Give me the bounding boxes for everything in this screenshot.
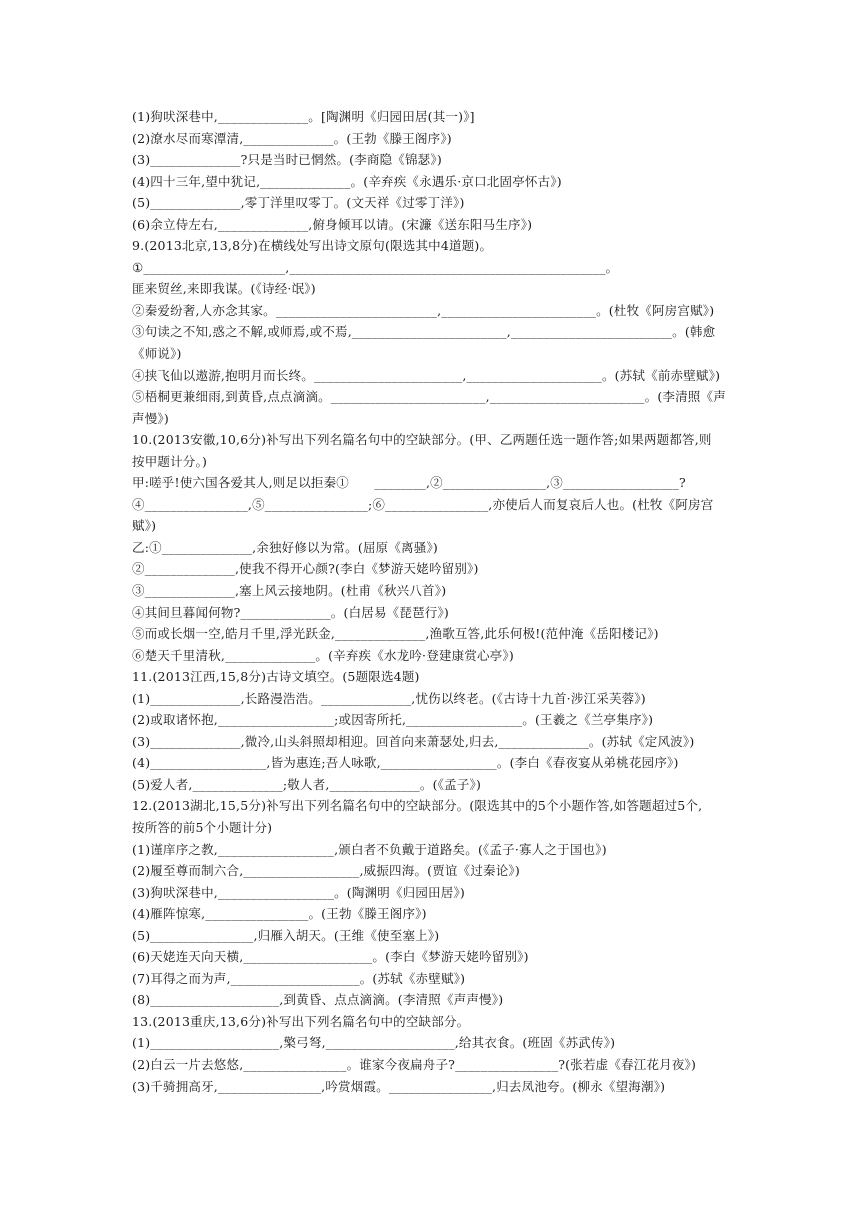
text-line: (3)狗吠深巷中,__________________。(陶渊明《归园田居》) bbox=[132, 885, 465, 900]
text-line: 《师说》) bbox=[132, 346, 182, 361]
text-line: 匪来贸丝,来即我谋。(《诗经·氓》) bbox=[132, 281, 316, 296]
text-line: 甲:嗟乎!使六国各爱其人,则足以拒秦① ________,②________________,③__________________? bbox=[132, 475, 686, 490]
text-line: 按甲题计分。) bbox=[132, 454, 208, 469]
question-heading: 9.(2013北京,13,8分)在横线处写出诗文原句(限选其中4道题)。 bbox=[132, 238, 493, 253]
question-heading: 12.(2013湖北,15,5分)补写出下列名篇名句中的空缺部分。(限选其中的5个小题作答,如答题超过5个, bbox=[132, 798, 703, 813]
text-line: ④其间旦暮闻何物?______________。(白居易《琵琶行》) bbox=[132, 605, 450, 620]
text-line: (4)雁阵惊寒,________________。(王勃《滕王阁序》) bbox=[132, 906, 427, 921]
text-line: (1)谨庠序之教,__________________,颁白者不负戴于道路矣。(《孟子·寡人之于国也》) bbox=[132, 842, 607, 857]
text-line: (1)狗吠深巷中,______________。[陶渊明《归园田居(其一)》] bbox=[132, 109, 475, 124]
text-line: ④挟飞仙以遨游,抱明月而长终。_______________________,_____________________。(苏轼《前赤壁赋》) bbox=[132, 368, 721, 383]
text-line: (7)耳得之而为声,____________________。(苏轼《赤壁赋》) bbox=[132, 971, 466, 986]
text-line: ③______________,塞上风云接地阴。(杜甫《秋兴八首》) bbox=[132, 583, 447, 598]
text-line: ③句读之不知,惑之不解,或师焉,或不焉,________________________,_________________________。(韩愈 bbox=[132, 324, 716, 339]
text-line: (2)白云一片去悠悠,________________。谁家今夜扁舟子?________________?(张若虚《春江花月夜》) bbox=[132, 1057, 697, 1072]
text-line: (2)履至尊而制六合,__________________,威振四海。(贾谊《过秦论》) bbox=[132, 863, 520, 878]
text-line: (5)爱人者,______________;敬人者,______________。(《孟子》) bbox=[132, 777, 482, 792]
question-heading: 10.(2013安徽,10,6分)补写出下列名篇名句中的空缺部分。(甲、乙两题任选一题作答;如果两题都答,则 bbox=[132, 432, 712, 447]
text-line: (5)________________,归雁入胡天。(王维《使至塞上》) bbox=[132, 928, 440, 943]
text-line: (1)____________________,檠弓弩,____________________,给其衣食。(班固《苏武传》) bbox=[132, 1035, 616, 1050]
text-line: 赋》) bbox=[132, 518, 157, 533]
text-line: ④________________,⑤________________;⑥________________,亦使后人而复哀后人也。(杜牧《阿房宫 bbox=[132, 497, 714, 512]
text-line: ⑤梧桐更兼细雨,到黄昏,点点滴滴。________________________,________________________。(李清照《声 bbox=[132, 389, 726, 404]
text-line: ①______________________,_________________________________________________。 bbox=[132, 260, 619, 275]
question-heading: 11.(2013江西,15,8分)古诗文填空。(5题限选4题) bbox=[132, 669, 420, 684]
text-line: (8)____________________,到黄昏、点点滴滴。(李清照《声声慢》) bbox=[132, 992, 504, 1007]
text-line: (6)天姥连天向天横,____________________。(李白《梦游天姥吟留别》) bbox=[132, 949, 529, 964]
text-line: (4)__________________,皆为惠连;吾人咏歌,__________________。(李白《春夜宴从弟桃花园序》) bbox=[132, 755, 679, 770]
text-line: (3)千骑拥高牙,________________,吟赏烟霞。________________,归去凤池夸。(柳永《望海潮》) bbox=[132, 1079, 666, 1094]
text-line: (5)______________,零丁洋里叹零丁。(文天祥《过零丁洋》) bbox=[132, 195, 465, 210]
text-line: 声慢》) bbox=[132, 411, 169, 426]
text-line: (3)______________?只是当时已惘然。(李商隐《锦瑟》) bbox=[132, 152, 442, 167]
text-line: (2)潦水尽而寒潭清,______________。(王勃《滕王阁序》) bbox=[132, 131, 452, 146]
text-line: ②秦爱纷奢,人亦念其家。_________________________,________________________。(杜牧《阿房宫赋》) bbox=[132, 303, 715, 318]
text-line: (4)四十三年,望中犹记,______________。(辛弃疾《永遇乐·京口北固亭怀古》) bbox=[132, 174, 562, 189]
text-line: (6)余立侍左右,______________,俯身倾耳以请。(宋濂《送东阳马生序》) bbox=[132, 217, 533, 232]
text-line: ②______________,使我不得开心颜?(李白《梦游天姥吟留别》) bbox=[132, 561, 479, 576]
text-line: 乙:①______________,余独好修以为常。(屈原《离骚》) bbox=[132, 540, 438, 555]
text-line: ⑥楚天千里清秋,______________。(辛弃疾《水龙吟·登建康赏心亭》) bbox=[132, 648, 514, 663]
text-line: (3)______________,微冷,山头斜照却相迎。回首向来萧瑟处,归去,______________。(苏轼《定风波》) bbox=[132, 734, 695, 749]
text-line: ⑤而或长烟一空,皓月千里,浮光跃金,______________,渔歌互答,此乐何极!(范仲淹《岳阳楼记》) bbox=[132, 626, 659, 641]
text-line: (1)______________,长路漫浩浩。______________,忧伤以终老。(《古诗十九首·涉江采芙蓉》) bbox=[132, 691, 646, 706]
text-line: 按所答的前5个小题计分) bbox=[132, 820, 273, 835]
question-heading: 13.(2013重庆,13,6分)补写出下列名篇名句中的空缺部分。 bbox=[132, 1014, 470, 1029]
text-line: (2)或取诸怀抱,__________________;或因寄所托,__________________。(王羲之《兰亭集序》) bbox=[132, 712, 654, 727]
